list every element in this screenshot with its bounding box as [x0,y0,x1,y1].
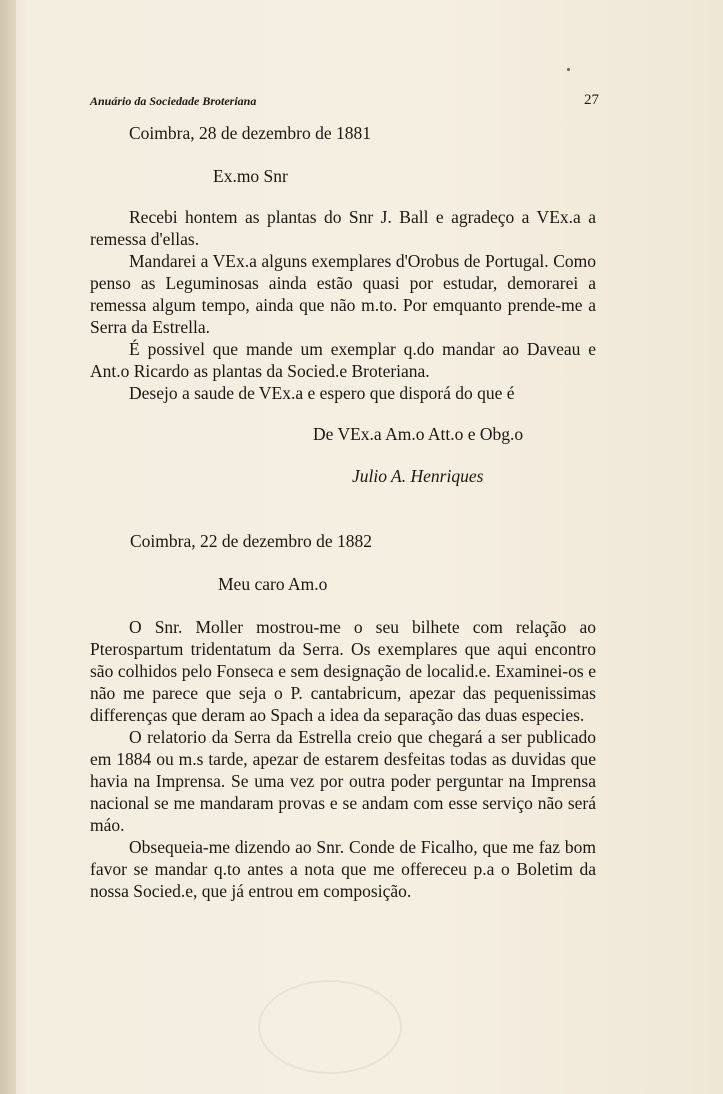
letter2-paragraph: O Snr. Moller mostrou-me o seu bilhete com relação ao Pterospartum tridentatum da Serra. Os exemplares que aqui encontro são colhidos pelo Fonseca e sem designação de localid.e. Examinei-os e não me parece que seja o P. cantabricum, apezar das pequenissimas differenças que deram ao Spach a idea da separação das duas especies. [90,617,596,725]
letter2-salutation: Meu caro Am.o [218,574,328,594]
letter1-paragraph: Mandarei a VEx.a alguns exemplares d'Orobus de Portugal. Como penso as Leguminosas ainda estão quasi por estudar, demorarei a remessa algum tempo, ainda que não m.to. Por emquanto prende-me a Serra da Estrella. [90,251,596,337]
letter1-closing: De VEx.a Am.o Att.o e Obg.o [313,424,524,444]
letter1-paragraph: Desejo a saude de VEx.a e espero que disporá do que é [129,383,515,403]
letter2-date: Coimbra, 22 de dezembro de 1882 [130,531,373,551]
letter2-body [90,616,596,902]
faint-library-stamp [258,980,402,1074]
journal-title: Anuário da Sociedade Broteriana [90,94,257,108]
page-binding-edge [0,0,16,1094]
running-head [90,92,599,112]
letter1-salutation: Ex.mo Snr [213,166,288,186]
letter2-paragraph: O relatorio da Serra da Estrella creio que chegará a ser publicado em 1884 ou m.s tarde, apezar de estarem desfeitas todas as duvidas que havia na Imprensa. Se uma vez por outra poder perguntar na Imprensa nacional se me mandaram provas e se andam com esse serviço não será máo. [90,727,596,835]
letter1-signature: Julio A. Henriques [352,466,484,486]
letter1-date: Coimbra, 28 de dezembro de 1881 [129,123,372,143]
letter1-paragraph: Recebi hontem as plantas do Snr J. Ball e agradeço a VEx.a a remessa d'ellas. [90,207,596,249]
page-number: 27 [584,92,599,108]
letter1-body [90,206,596,404]
ink-speck [567,68,570,71]
letter1-paragraph: É possivel que mande um exemplar q.do mandar ao Daveau e Ant.o Ricardo as plantas da Socied.e Broteriana. [90,339,596,381]
letter2-paragraph: Obsequeia-me dizendo ao Snr. Conde de Ficalho, que me faz bom favor se mandar q.to antes a nota que me offereceu p.a o Boletim da nossa Socied.e, que já entrou em composição. [90,837,596,901]
